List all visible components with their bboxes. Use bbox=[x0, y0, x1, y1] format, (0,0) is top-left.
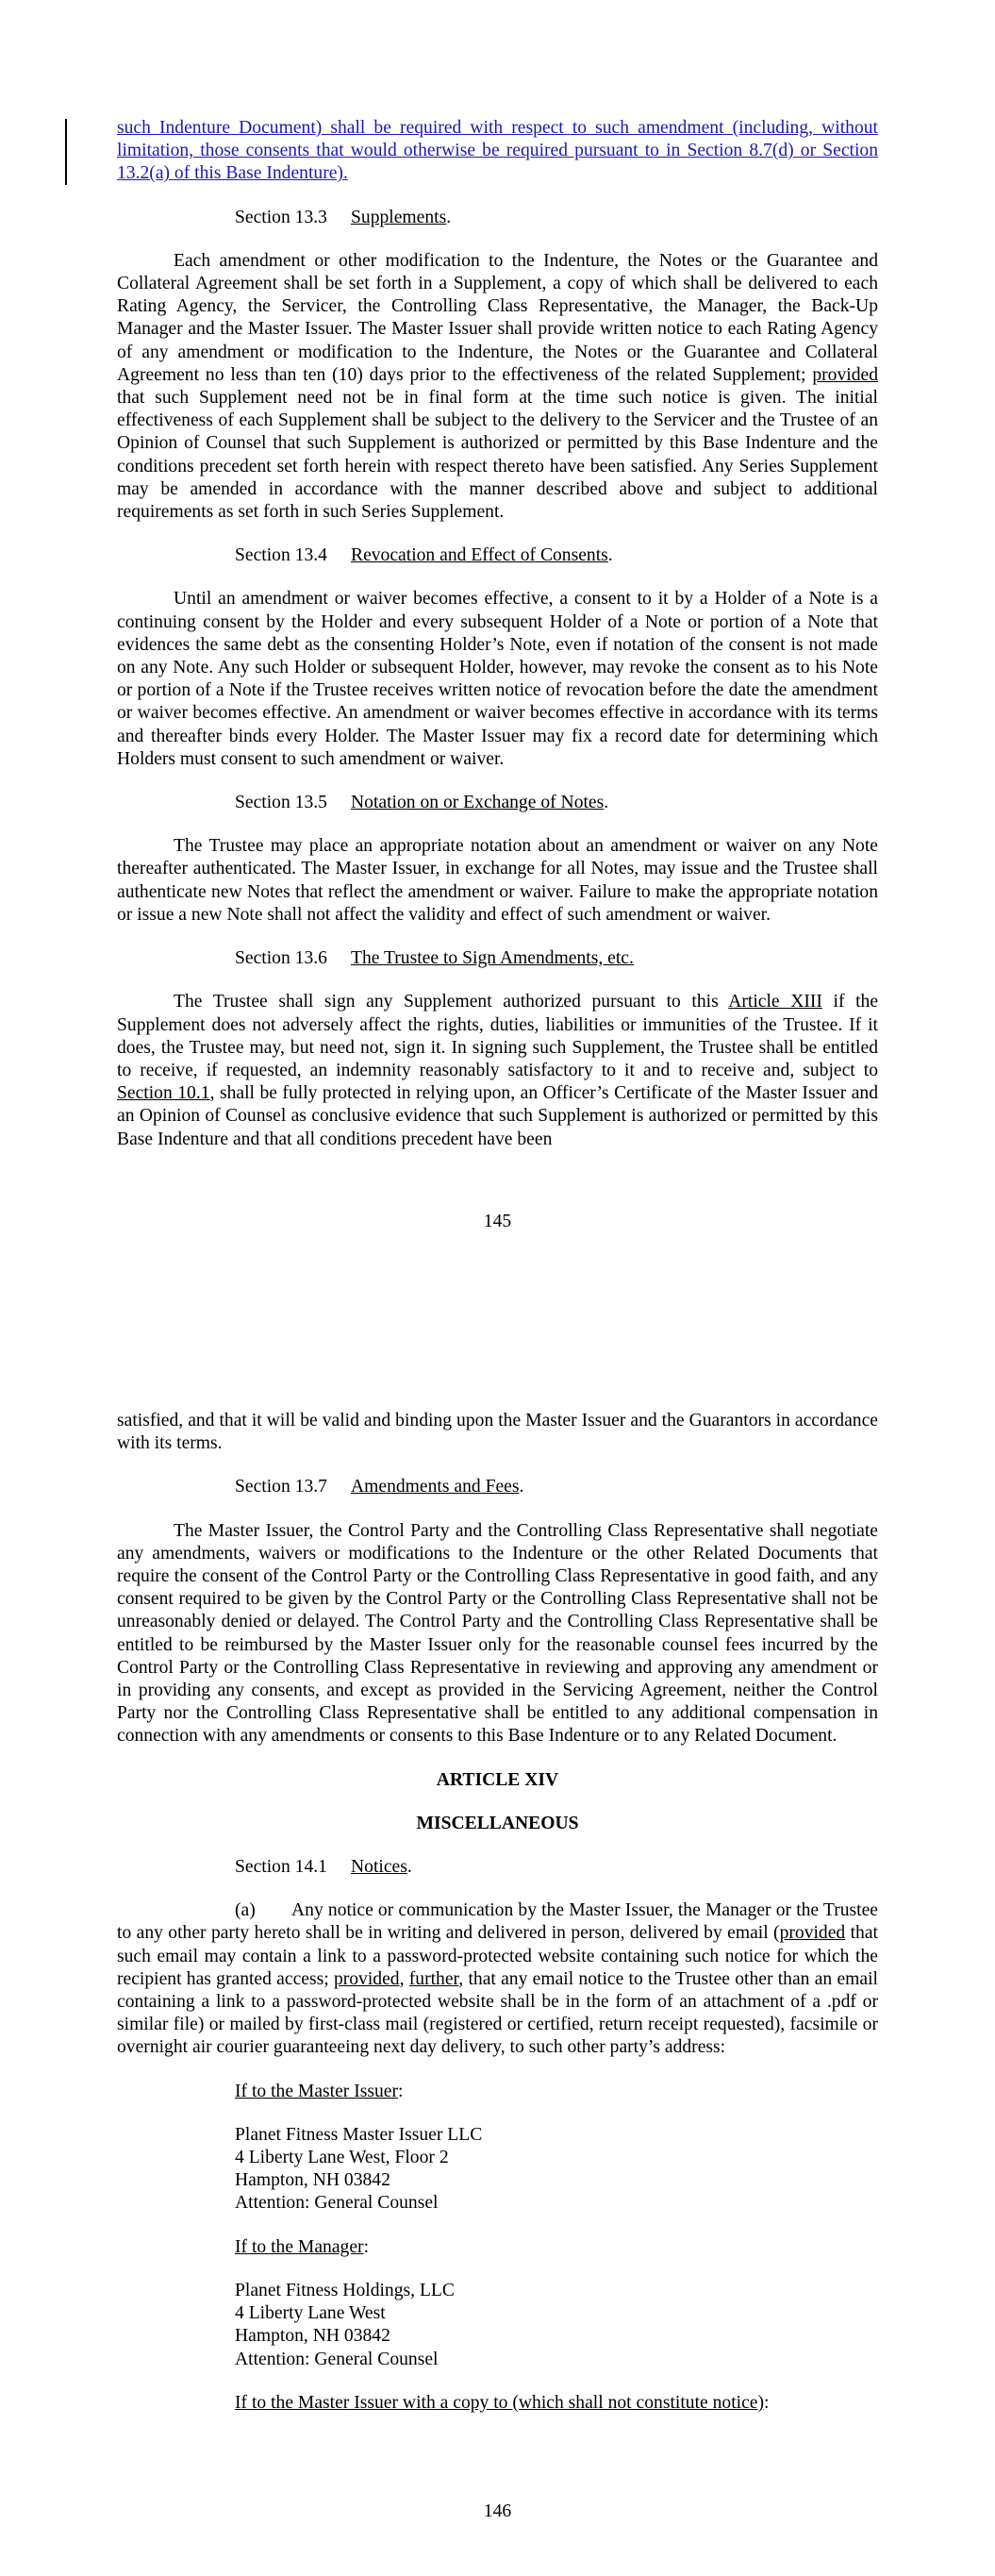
page-number: 146 bbox=[483, 2501, 512, 2521]
section-13-4-body: Until an amendment or waiver becomes effective, a consent to it by a Holder of a Note is a continuing consent by the Holder and every subsequent Holder of a Note or portion of a Note that evidences the same debt as the consenting Holder’s Note, even if notation of the consent is not made on any Note. Any such Holder or subsequent Holder, however, may revoke the consent as to his Note or portion of a Note if the Trustee receives written notice of revocation before the date the amendment or waiver becomes effective. An amendment or waiver becomes effective in accordance with its terms and thereafter binds every Holder. The Master Issuer may fix a record date for determining which Holders must consent to such amendment or waiver. bbox=[117, 589, 878, 769]
section-13-6-body: The Trustee shall sign any Supplement authorized pursuant to this Article XIII if the Supplement does not adversely affect the rights, duties, liabilities or immunities of the Trustee. If it does, the Trustee may, but need not, sign it. In signing such Supplement, the Trustee shall be entitled to receive, if requested, an indemnity reasonably satisfactory to it and to receive and, subject to Section 10.1, shall be fully protected in relying upon, an Officer’s Certificate of the Master Issuer and an Opinion of Counsel as conclusive evidence that such Supplement is authorized or permitted by this Base Indenture and that all conditions precedent have been bbox=[117, 992, 879, 1149]
section-13-7-body: The Master Issuer, the Control Party and the Controlling Class Representative shall negotiate any amendments, waivers or modifications to the Indenture or the other Related Documents that require the consent of the Control Party or the Controlling Class Representative in good faith, and any consent required to be given by the Control Party or the Controlling Class Representative shall not be unreasonably denied or delayed. The Control Party and the Controlling Class Representative shall be entitled to be reimbursed by the Master Issuer only for the reasonable counsel fees incurred by the Control Party or the Controlling Class Representative in reviewing and approving any amendment or in providing any consents, and except as provided in the Servicing Agreement, neither the Control Party nor the Controlling Class Representative shall be entitled to any additional compensation in connection with any amendments or consents to this Base Indenture or to any Related Document. bbox=[117, 1520, 878, 1747]
section-13-5-body: The Trustee may place an appropriate notation about an amendment or waiver on any Note thereafter authenticated. The Master Issuer, in exchange for all Notes, may issue and the Trustee shall authenticate new Notes that reflect the amendment or waiver. Failure to make the appropriate notation or issue a new Note shall not affect the validity and effect of such amendment or waiver. bbox=[117, 836, 878, 925]
section-13-7-heading: Section 13.7 Amendments and Fees. bbox=[235, 1477, 524, 1497]
section-13-3-body: Each amendment or other modification to the Indenture, the Notes or the Guarantee and Collateral Agreement shall be set forth in a Supplement, a copy of which shall be delivered to each Rating Agency, the Servicer, the Controlling Class Representative, the Manager, the Back-Up Manager and the Master Issuer. The Master Issuer shall provide written notice to each Rating Agency of any amendment or modification to the Indenture, the Notes or the Guarantee and Collateral Agreement no less than ten (10) days prior to the effectiveness of the related Supplement; provided that such Supplement need not be in final form at the time such notice is given. The initial effectiveness of each Supplement shall be subject to the delivery to the Servicer and the Trustee of an Opinion of Counsel that such Supplement is authorized or permitted by this Base Indenture and the conditions precedent set forth herein with respect thereto have been satisfied. Any Series Supplement may be amended in accordance with the manner described above and subject to additional requirements as set forth in such Series Supplement. bbox=[117, 250, 878, 523]
page-145-body bbox=[117, 117, 878, 1151]
to-manager-label: If to the Manager: bbox=[235, 2236, 370, 2257]
section-14-1-a: (a) Any notice or communication by the Master Issuer, the Manager or the Trustee to any other party hereto shall be in writing and delivered in person, delivered by email (provided that such email may contain a link to a password-protected website containing such notice for which the recipient has granted access; provided, further, that any email notice to the Trustee other than an email containing a link to a password-protected website shall be in the form of an attachment of a .pdf or similar file) or mailed by first-class mail (registered or certified, return receipt requested), facsimile or overnight air courier guaranteeing next day delivery, to such other party’s address: bbox=[117, 1900, 879, 2058]
to-master-issuer-label: If to the Master Issuer: bbox=[235, 2081, 404, 2101]
master-issuer-address: Planet Fitness Master Issuer LLC 4 Liberty Lane West, Floor 2 Hampton, NH 03842 Attention: General Counsel bbox=[235, 2124, 483, 2214]
section-13-3-heading: Section 13.3 Supplements. bbox=[235, 207, 452, 227]
section-13-4-heading: Section 13.4 Revocation and Effect of Consents. bbox=[235, 545, 613, 566]
page-number: 145 bbox=[483, 1212, 512, 1231]
page-146-body bbox=[117, 1410, 878, 2415]
article-heading: ARTICLE XIV bbox=[436, 1769, 559, 1790]
section-13-6-heading: Section 13.6 The Trustee to Sign Amendments, etc. bbox=[235, 948, 634, 969]
section-14-1-heading: Section 14.1 Notices. bbox=[235, 1857, 412, 1878]
to-master-issuer-copy-label: If to the Master Issuer with a copy to (which shall not constitute notice): bbox=[235, 2392, 770, 2413]
page-146 bbox=[0, 1340, 995, 2576]
section-13-5-heading: Section 13.5 Notation on or Exchange of Notes. bbox=[235, 793, 609, 813]
article-title: MISCELLANEOUS bbox=[416, 1813, 579, 1833]
revision-bar bbox=[65, 119, 67, 185]
manager-address: Planet Fitness Holdings, LLC 4 Liberty Lane West Hampton, NH 03842 Attention: General Counsel bbox=[235, 2280, 455, 2369]
continued-text: satisfied, and that it will be valid and binding upon the Master Issuer and the Guarantors in accordance with its terms. bbox=[117, 1411, 878, 1454]
revised-text: such Indenture Document) shall be required with respect to such amendment (including, without limitation, those consents that would otherwise be required pursuant to in Section 8.7(d) or Section 13.2(a) of this Base Indenture). bbox=[117, 118, 878, 184]
